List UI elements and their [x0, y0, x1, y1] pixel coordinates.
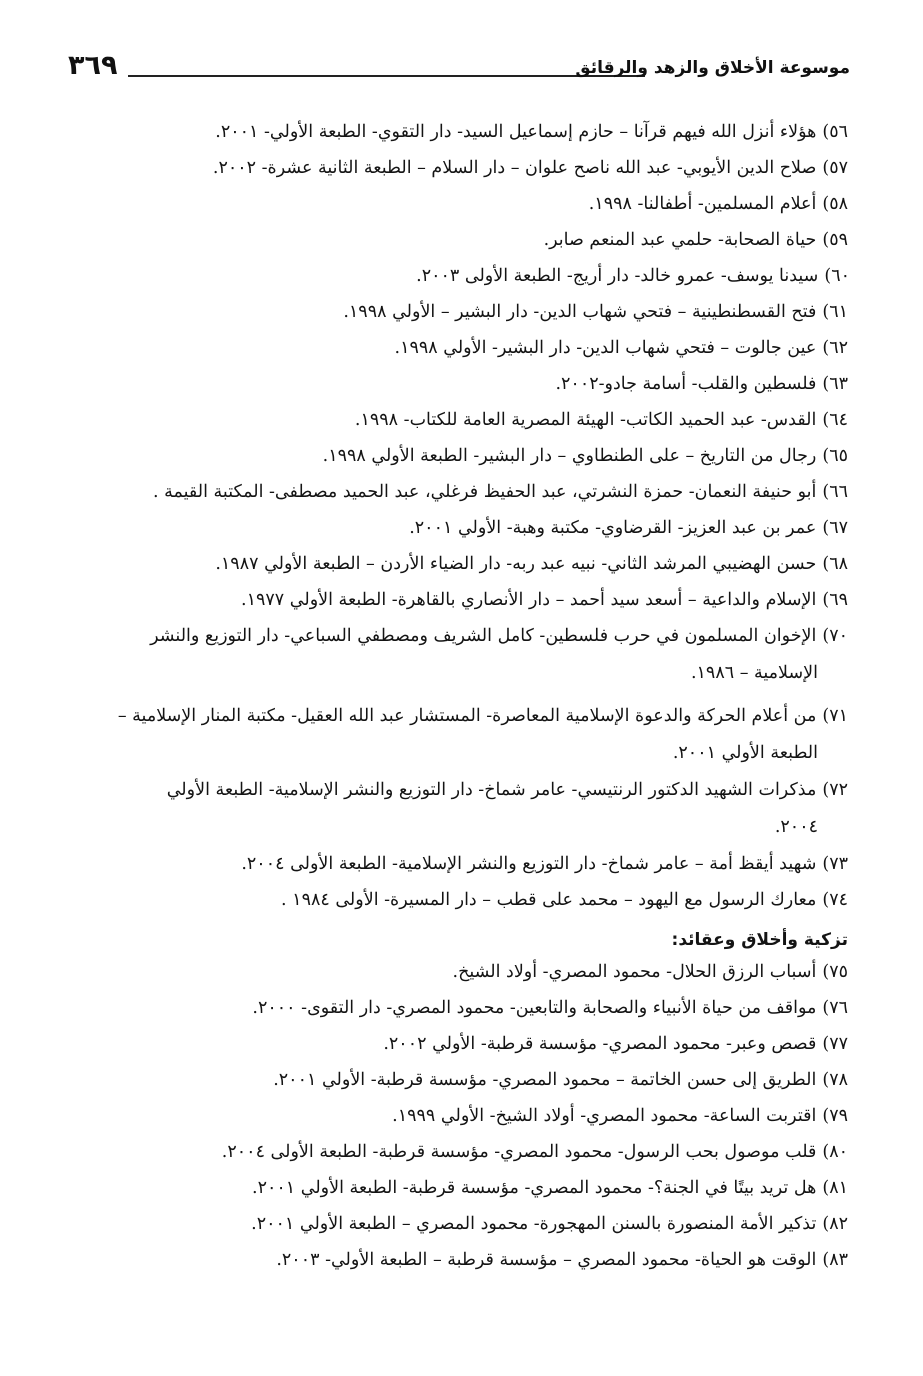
- list-item: ٧٨)الطريق إلى حسن الخاتمة – محمود المصري- مؤسسة قرطبة- الأولي ٢٠٠١.: [273, 1070, 848, 1090]
- list-item: ٦٥)رجال من التاريخ – على الطنطاوي – دار البشير- الطبعة الأولي ١٩٩٨.: [322, 446, 848, 466]
- book-title: موسوعة الأخلاق والزهد والرقائق: [575, 58, 850, 78]
- list-item: ٦٢)عين جالوت – فتحي شهاب الدين- دار البشير- الأولي ١٩٩٨.: [394, 338, 848, 358]
- list-item: ٦٠)سيدنا يوسف- عمرو خالد- دار أريج- الطبعة الأولى ٢٠٠٣.: [416, 266, 850, 286]
- list-item: ٦٦)أبو حنيفة النعمان- حمزة النشرتي، عبد الحفيظ فرغلي، عبد الحميد مصطفى- المكتبة القيمة .: [153, 482, 848, 502]
- list-item: ٥٧)صلاح الدين الأيوبي- عبد الله ناصح علوان – دار السلام – الطبعة الثانية عشرة- ٢٠٠٢.: [212, 158, 848, 178]
- list-item: ٦٧)عمر بن عبد العزيز- القرضاوي- مكتبة وهبة- الأولي ٢٠٠١.: [409, 518, 848, 538]
- list-item: ٦٩)الإسلام والداعية – أسعد سيد أحمد – دار الأنصاري بالقاهرة- الطبعة الأولي ١٩٧٧.: [241, 590, 848, 610]
- list-item: ٥٩)حياة الصحابة- حلمي عبد المنعم صابر.: [543, 230, 848, 250]
- list-item: ٧٣)شهيد أيقظ أمة – عامر شماخ- دار التوزيع والنشر الإسلامية- الطبعة الأولى ٢٠٠٤.: [241, 854, 848, 874]
- list-item: ٦٨)حسن الهضيبي المرشد الثاني- نبيه عبد ربه- دار الضياء الأردن – الطبعة الأولي ١٩٨٧.: [215, 554, 848, 574]
- list-item: ٧٢)مذكرات الشهيد الدكتور الرنتيسي- عامر شماخ- دار التوزيع والنشر الإسلامية- الطبعة الأولي ٢٠٠٤.: [166, 780, 848, 837]
- header-rule: [128, 75, 645, 77]
- list-item: ٨١)هل تريد بيتًا في الجنة؟- محمود المصري- مؤسسة قرطبة- الطبعة الأولي ٢٠٠١.: [252, 1178, 848, 1198]
- running-header: [60, 50, 860, 92]
- list-item: ٨٣)الوقت هو الحياة- محمود المصري – مؤسسة قرطبة – الطبعة الأولي- ٢٠٠٣.: [276, 1250, 848, 1270]
- list-item: ٧١)من أعلام الحركة والدعوة الإسلامية المعاصرة- المستشار عبد الله العقيل- مكتبة المنار الإسلامية – الطبعة الأولي ٢٠٠١.: [117, 706, 848, 763]
- list-item: ٥٨)أعلام المسلمين- أطفالنا- ١٩٩٨.: [588, 194, 848, 214]
- list-item: ٦٤)القدس- عبد الحميد الكاتب- الهيئة المصرية العامة للكتاب- ١٩٩٨.: [354, 410, 848, 430]
- list-item: ٧٦)مواقف من حياة الأنبياء والصحابة والتابعين- محمود المصري- دار التقوى- ٢٠٠٠.: [252, 998, 848, 1018]
- list-item: ٥٦)هؤلاء أنزل الله فيهم قرآنا – حازم إسماعيل السيد- دار التقوي- الطبعة الأولي- ٢٠٠١.: [215, 122, 848, 142]
- section-heading: تزكية وأخلاق وعقائد:: [671, 930, 848, 950]
- list-item: ٧٠)الإخوان المسلمون في حرب فلسطين- كامل الشريف ومصطفي السباعي- دار التوزيع والنشر الإسلامية – ١٩٨٦.: [150, 626, 848, 683]
- list-item: ٨٠)قلب موصول بحب الرسول- محمود المصري- مؤسسة قرطبة- الطبعة الأولى ٢٠٠٤.: [221, 1142, 848, 1162]
- list-item: ٨٢)تذكير الأمة المنصورة بالسنن المهجورة- محمود المصري – الطبعة الأولي ٢٠٠١.: [251, 1214, 848, 1234]
- page-number: ٣٦٩: [68, 50, 118, 81]
- list-item: ٧٤)معارك الرسول مع اليهود – محمد على قطب – دار المسيرة- الأولى ١٩٨٤ .: [281, 890, 848, 910]
- list-item: ٦٣)فلسطين والقلب- أسامة جادو-٢٠٠٢.: [555, 374, 848, 394]
- list-item: ٧٩)اقتربت الساعة- محمود المصري- أولاد الشيخ- الأولي ١٩٩٩.: [392, 1106, 848, 1126]
- list-item: ٧٥)أسباب الرزق الحلال- محمود المصري- أولاد الشيخ.: [452, 962, 848, 982]
- list-item: ٧٧)قصص وعبر- محمود المصري- مؤسسة قرطبة- الأولي ٢٠٠٢.: [383, 1034, 848, 1054]
- list-item: ٦١)فتح القسطنطينية – فتحي شهاب الدين- دار البشير – الأولي ١٩٩٨.: [343, 302, 848, 322]
